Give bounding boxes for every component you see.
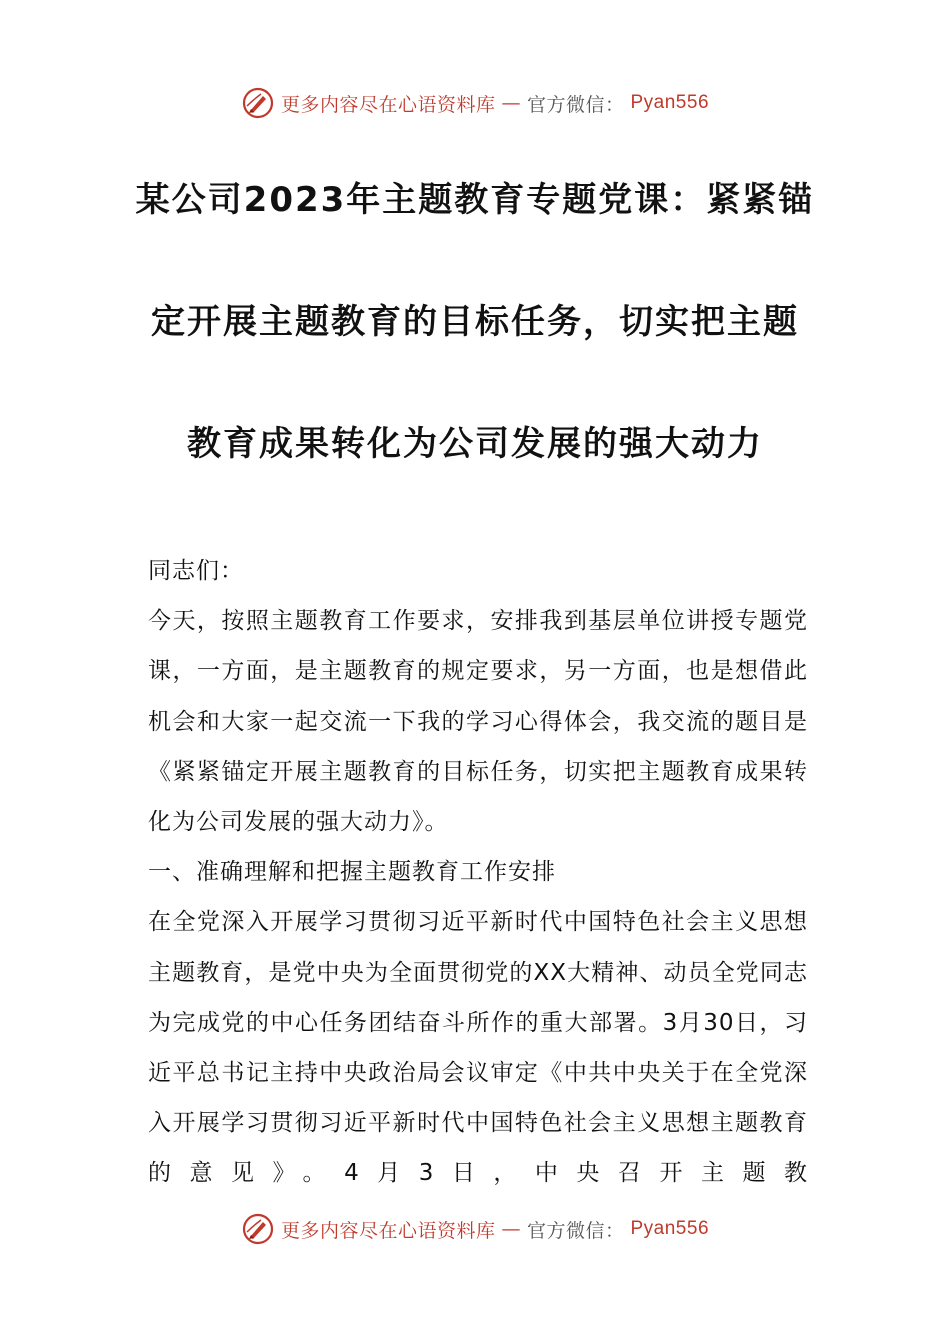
watermark-wechat-id: Pyan556: [630, 1218, 710, 1239]
watermark-footer: [0, 1212, 950, 1246]
paragraph-section-1: 在全党深入开展学习贯彻习近平新时代中国特色社会主义思想主题教育，是党中央为全面贯彻党的XX大精神、动员全党同志为完成党的中心任务团结奋斗所作的重大部署。3月30日，习近平总书记主持中央政治局会议审定《中共中央关于在全党深入开展学习贯彻习近平新时代中国特色社会主义思想主题教育的意见》。4月3日，中央召开主题教: [148, 909, 808, 1187]
watermark-main-text: 更多内容尽在心语资料库: [280, 1219, 496, 1242]
watermark-separator: —: [501, 92, 521, 114]
section-heading-1: 一、准确理解和把握主题教育工作安排: [148, 859, 556, 886]
watermark-sub-text: 官方微信：: [526, 93, 625, 116]
document-body: [148, 546, 808, 1199]
watermark-header: [0, 86, 950, 120]
salutation: 同志们：: [148, 558, 244, 584]
paragraph-intro: 今天，按照主题教育工作要求，安排我到基层单位讲授专题党课，一方面，是主题教育的规定要求，另一方面，也是想借此机会和大家一起交流一下我的学习心得体会，我交流的题目是《紧紧锚定开展主题教育的目标任务，切实把主题教育成果转化为公司发展的强大动力》。: [148, 608, 808, 836]
document-title-line-2: 定开展主题教育的目标任务，切实把主题: [151, 302, 799, 342]
pen-nib-logo-icon: [241, 1212, 275, 1246]
watermark-separator: —: [501, 1218, 521, 1240]
pen-nib-logo-icon: [241, 86, 275, 120]
watermark-sub-text: 官方微信：: [526, 1219, 625, 1242]
document-title-line-1: 某公司2023年主题教育专题党课：紧紧锚: [135, 180, 815, 220]
watermark-wechat-id: Pyan556: [630, 92, 710, 113]
watermark-main-text: 更多内容尽在心语资料库: [280, 93, 496, 116]
document-title-line-3: 教育成果转化为公司发展的强大动力: [187, 424, 763, 464]
